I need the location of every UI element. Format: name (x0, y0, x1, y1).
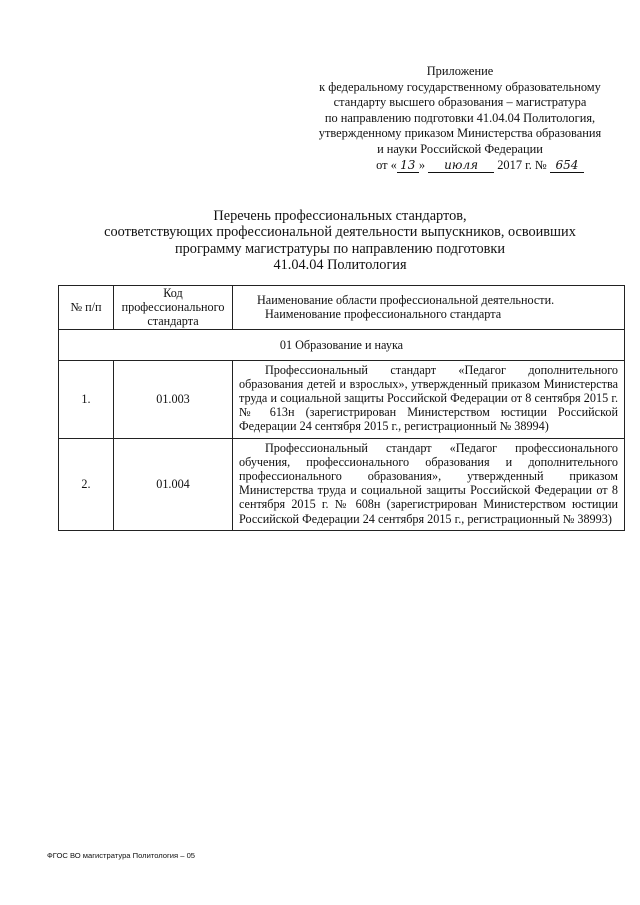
title-line: программу магистратуры по направлению подготовки (175, 240, 505, 257)
header-num: № п/п (59, 286, 114, 330)
date-mid: » (418, 157, 426, 172)
header-code (114, 286, 233, 330)
appendix-header (295, 64, 625, 173)
handwritten-day: 13 (397, 159, 419, 173)
header-name (233, 286, 625, 330)
table-row (59, 438, 625, 530)
row-num: 1. (59, 360, 114, 438)
row-num: 2. (59, 438, 114, 530)
row-description: Профессиональный стандарт «Педагог профессионального обучения, профессионального образования и дополнительного профессионального образования», утвержденный приказом Министерства труда и социальной защиты Российской Федерации от 8 сентября 2015 г. № 608н (зарегистрирован Министерством юстиции Российской Федерации 24 сентября 2015 г., регистрационный № 38993) (233, 438, 625, 530)
appendix-line: и науки Российской Федерации (377, 141, 543, 156)
title-line: Перечень профессиональных стандартов, (213, 208, 467, 224)
appendix-line: по направлению подготовки 41.04.04 Политология, (324, 110, 596, 125)
order-date-line (295, 158, 625, 174)
header-code-line: профессионального (121, 300, 225, 315)
row-code: 01.003 (114, 360, 233, 438)
document-title (40, 208, 640, 273)
appendix-line: к федеральному государственному образовательному (319, 79, 601, 94)
header-name-line: Наименование профессионального стандарта (265, 307, 502, 322)
table-row (59, 360, 625, 438)
header-code-line: Код (163, 286, 183, 300)
row-description: Профессиональный стандарт «Педагог дополнительного образования детей и взрослых», утвержденный приказом Министерства труда и социальной защиты Российской Федерации от 8 сентября 2015 г. № 613н (зарегистрирован Министерством юстиции Российской Федерации 24 сентября 2015 г., регистрационный № 38994) (233, 360, 625, 438)
handwritten-month: июля (428, 159, 494, 173)
title-line: соответствующих профессиональной деятельности выпускников, освоивших (104, 224, 576, 241)
title-line: 41.04.04 Политология (273, 256, 407, 273)
date-prefix: от « (376, 157, 397, 172)
header-name-line: Наименование области профессиональной деятельности. (257, 293, 555, 308)
header-code-line: стандарта (147, 314, 199, 329)
date-year: 2017 г. № (497, 157, 547, 172)
table-header-row (59, 286, 625, 330)
appendix-title: Приложение (426, 64, 494, 78)
appendix-line: утвержденному приказом Министерства образования (318, 126, 602, 141)
section-title: 01 Образование и наука (59, 329, 625, 360)
appendix-line: стандарту высшего образования – магистратура (333, 95, 587, 110)
standards-table (58, 285, 625, 531)
page-footer: ФГОС ВО магистратура Политология – 05 (47, 851, 196, 860)
row-code: 01.004 (114, 438, 233, 530)
handwritten-order-number: 654 (550, 159, 584, 173)
section-row (59, 329, 625, 360)
